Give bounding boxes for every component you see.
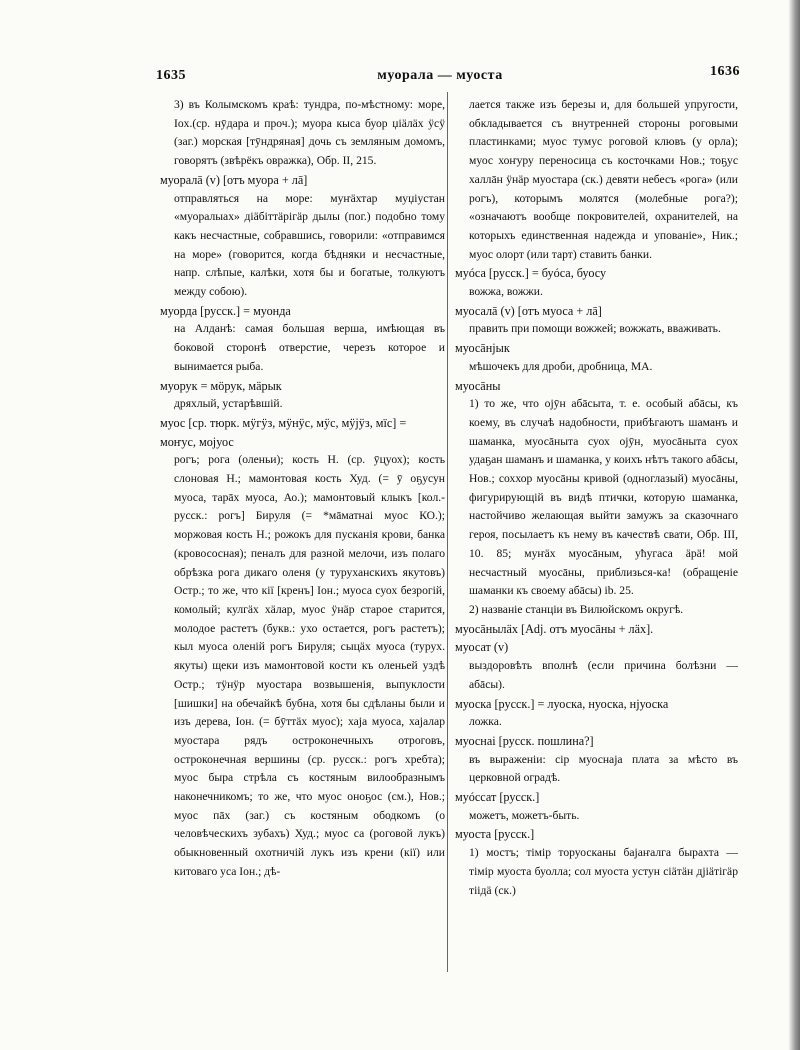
entry-definition: мѣшочекъ для дроби, дробница, МА. — [469, 359, 653, 373]
entry-definition: на Алданѣ: самая большая верша, имѣющая въ боковой сторонѣ отверстие, черезъ которое и вынимается рыба. — [174, 322, 445, 373]
dictionary-entry — [160, 171, 445, 302]
entry-headword: муорук = мöрук, мäрык — [160, 378, 282, 393]
entry-headword: муорда [русск.] = муонда — [160, 303, 291, 318]
page-header — [140, 64, 740, 88]
entry-definition: рогъ; рога (оленьи); кость Н. (ср. ӯцуох); кость слоновая Н.; мамонтовая кость Худ. (= ӯ оҕусун муоса, тарāх муоса, Ао.); мамонтовый клыкъ [кол.-русск.: рогъ] Бируля (= *мāматнаi муос КО.); моржовая кость Н.; рожокъ для пусканiя крови, банка (кровососная); пеналъ для разной мелочи, изъ полаго обрѣзка рога дикаго оленя (у туруханскихъ якутовъ) Остр.; то же, что кiï [кренъ] Iон.; муоса суох безрогій, комолый; кулгäх хäлар, муос ӱнäр старое старится, молодое растетъ (букв.: ухо остается, рогъ растетъ); кыл муоса оленiй рогъ Бируля; сыцäх муоса (турух. якуты) щеки изъ мамонтовой кости къ оленьей уздѣ Остр.; тӱнӱр муостара возвышенiя, выпуклости [шишки] на обечайкѣ бубна, хотя бы сдѣланы были и изъ дерева, Iон. (= бӯттäх муос); хаја муоса, хајалар муостара рядъ остроконечныхъ отроговъ, остроконечная вершины (ср. русск.: рогъ хребта); муос быра стрѣла съ костяным вилообразнымъ наконечникомъ; то же, что муос оноҕос (см.), Нов.; муос пāх (заг.) съ костяным ободкомъ (о человѣческихъ зубахъ) Худ.; муос са (роговой лукъ) обыкновенный охотничiй лукъ изъ крени (кiï) или китоваго уса Iон.; дѣ- — [174, 453, 445, 878]
entry-definition: дряхлый, устарѣвшій. — [174, 397, 283, 411]
page-number-right: 1636 — [710, 64, 740, 79]
entry-headword: муóса [русск.] = буóса, буосу — [455, 266, 607, 281]
dictionary-entry — [455, 339, 738, 376]
entry-headword: муоснаі [русск. пошлина?] — [455, 733, 594, 748]
dictionary-entry — [455, 732, 738, 788]
entry-definition: лается также изъ березы и, для большей упругости, обкладывается съ внутренней стороны роговыми пластинками; муос тумус роговой клювъ (у орла); муос хоҥуру переносица съ косточками Нов.; тоҕус халлāн ӱнäр муостара (ск.) девяти небесъ «рога» (или рогъ), которымъ молятся (молебные рога?); «означаютъ вообще покровителей, охранителей, на которыхъ единственная надежда и упованiе», Ник.; муос олорт (или тарт) ставить банки. — [469, 98, 738, 261]
dictionary-entry — [455, 638, 738, 694]
dictionary-entry — [160, 414, 445, 882]
scan-edge-shadow — [788, 0, 800, 1050]
entry-definition: 1) мостъ; тiмiр торуосканы бајаҥалга бырахта — тiмiр муоста буолла; сол муоста устун сiäтäн дјiäтiгäр тiiдä (ск.) — [469, 846, 738, 897]
entry-headword: муосāнылäх [Adj. отъ муосāны + лäх]. — [455, 621, 654, 636]
entry-definition: ложка. — [469, 715, 502, 729]
dictionary-entry — [455, 620, 738, 639]
dictionary-entry — [455, 825, 738, 900]
dictionary-entry — [455, 601, 738, 620]
dictionary-entry — [455, 96, 738, 264]
entry-headword: муос [ср. тюрк. мӱгӱз, мӱнӱс, мӱс, мӱјӱз, мïс] = моҥус, мојуос — [160, 415, 407, 449]
left-column — [160, 96, 445, 882]
entry-headword: муоста [русск.] — [455, 827, 535, 842]
entry-definition: 3) въ Колымскомъ краѣ: тундра, по-мѣстному: море, Iox.(ср. нӯдара и проч.); муора кыса буор џiäлäх ӱсӱ (заг.) морская [тӯндряная] дочь съ земляным домомъ, говорятъ (звѣрёкъ овражка), Обр. II, 215. — [174, 98, 445, 168]
dictionary-entry — [455, 302, 738, 339]
entry-definition: выздоровѣть вполнѣ (если причина болѣзни — абāсы). — [469, 659, 738, 691]
entry-headword: муоска [русск.] = луоска, нуоска, нјуоска — [455, 696, 669, 711]
entry-definition: 2) названiе станцiи въ Вилюйскомъ округѣ. — [469, 602, 684, 616]
dictionary-entry — [455, 788, 738, 825]
dictionary-entry — [160, 377, 445, 414]
entry-definition: править при помощи вожжей; вожжать, вваживать. — [469, 322, 721, 336]
entry-headword: муóссат [русск.] — [455, 790, 540, 805]
dictionary-entry — [160, 96, 445, 171]
right-column — [455, 96, 738, 900]
entry-headword: муосāны — [455, 378, 501, 393]
entry-definition: отправляться на море: муҥäхтар муџiустан «муоралыах» дiäбiттäрiгäр дылы (пог.) подобно тому какъ несчастные, собравшись, говорили: «отправимся на море» (говорится, когда бѣдняки и несчастные, напр. слѣпые, калѣки, хотя бы и богатые, толкуютъ между собою). — [174, 191, 445, 299]
dictionary-entry — [160, 302, 445, 377]
page-number-left: 1635 — [156, 68, 186, 83]
entry-definition: 1) то же, что ојӯн абāсыта, т. е. особый абāсы, къ коему, въ случаѣ надобности, прибѣгаютъ шаманъ и шаманка, муосāныта суох ојӯн, муосāныта суох удаҕан шаманъ и шаманка, у коихъ нѣтъ такого абāсы, Нов.; соххор муосāны кривой (одноглазый) муосāны, фигурирующiй въ видѣ птички, которую шаманка, настойчиво желающая выйти замужъ за сказочнаго героя, посылаетъ къ нему въ качествѣ свати, Обр. III, 10. 85; муҥäх муосāным, ућугаса äрä! мой несчастный муосāны, приблизься-ка! (обращенiе шаманки къ своему абāсы) ib. 25. — [469, 397, 738, 598]
dictionary-entry — [455, 695, 738, 732]
column-divider — [447, 92, 448, 972]
entry-headword: муосāнјык — [455, 341, 510, 356]
dictionary-entry — [455, 377, 738, 601]
entry-definition: можетъ, можетъ-быть. — [469, 808, 580, 822]
entry-definition: въ выраженiи: сiр муоснаја плата за мѣсто въ церковной оградѣ. — [469, 752, 738, 785]
entry-definition: вожжа, вожжи. — [469, 285, 543, 299]
entry-headword: муоралā (v) [отъ муора + лā] — [160, 172, 308, 187]
dictionary-entry — [455, 264, 738, 301]
entry-headword: муосалā (v) [отъ муоса + лā] — [455, 303, 602, 318]
entry-headword: муосат (v) — [455, 640, 509, 655]
running-title: муорала — муоста — [377, 68, 503, 83]
